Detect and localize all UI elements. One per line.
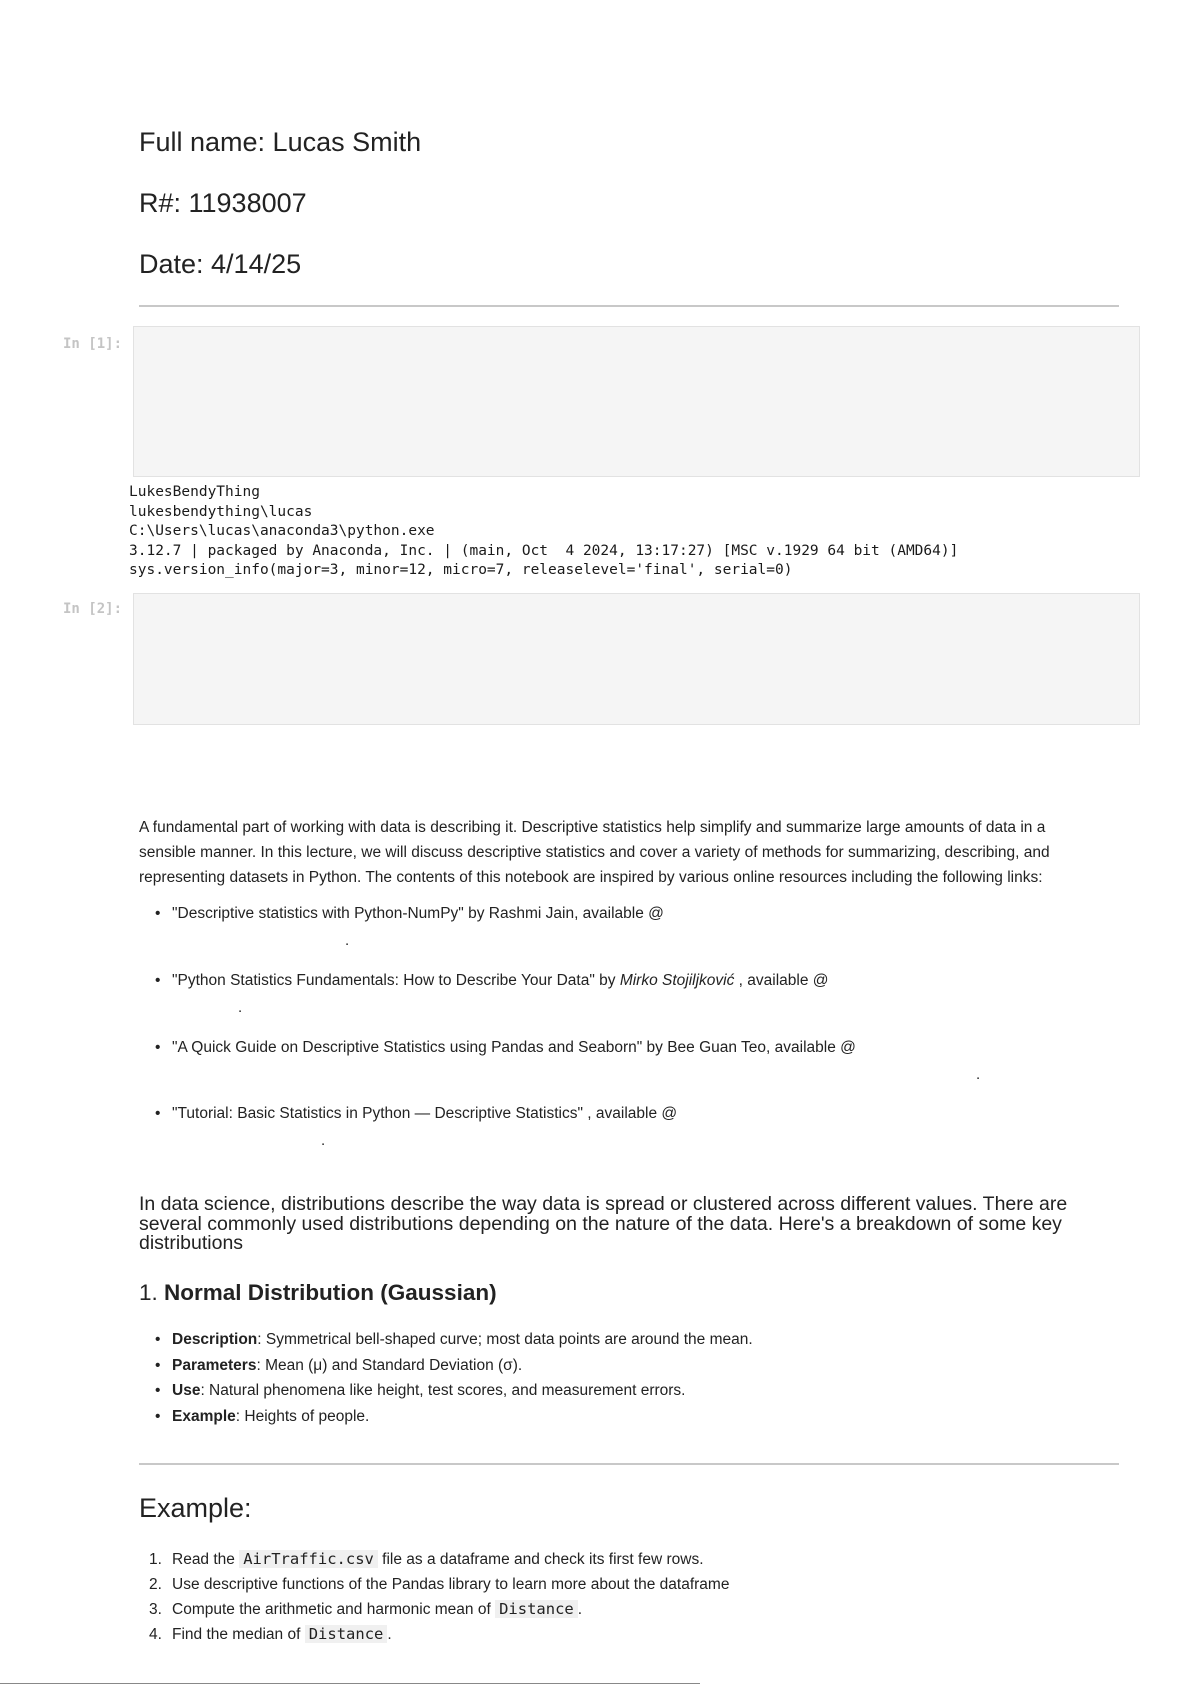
code-cell-1[interactable]	[133, 326, 1140, 477]
bullet-label: Description	[172, 1331, 258, 1348]
section-number: 1.	[139, 1280, 158, 1305]
example-steps	[139, 1547, 729, 1647]
inline-code: Distance	[495, 1600, 578, 1618]
list-item	[139, 1597, 729, 1622]
reference-link-dot: .	[345, 932, 350, 949]
step-text: Read the	[172, 1551, 240, 1568]
step-number: 4.	[149, 1626, 162, 1643]
page-edge-line	[0, 1683, 700, 1684]
cell-2-prompt: In [2]:	[63, 601, 123, 617]
cell-1-output	[129, 483, 958, 581]
bullet-label: Example	[172, 1407, 236, 1425]
reference-link-dot: .	[321, 1132, 326, 1149]
full-name-heading: Full name: Lucas Smith	[139, 127, 422, 157]
divider	[139, 1463, 1119, 1465]
section-title: Normal Distribution (Gaussian)	[164, 1280, 497, 1305]
reference-text-tail: , available @	[734, 972, 829, 989]
reference-text: "A Quick Guide on Descriptive Statistics using Pandas and Seaborn" by Bee Guan Teo, available @	[172, 1039, 856, 1056]
reference-link-dot: .	[976, 1066, 981, 1083]
distributions-intro: In data science, distributions describe the way data is spread or clustered across different values. There are several commonly used distributions depending on the nature of the data. Here's a breakdown of some key distributions	[139, 1193, 1068, 1254]
list-item	[139, 1547, 729, 1572]
step-number: 3.	[149, 1601, 162, 1618]
reference-text: "Tutorial: Basic Statistics in Python — Descriptive Statistics" , available @	[172, 1105, 678, 1122]
step-text: Compute the arithmetic and harmonic mean of	[172, 1601, 496, 1618]
output-line: LukesBendyThing	[129, 484, 260, 500]
output-line: lukesbendything\lucas	[129, 503, 313, 520]
step-text: Find the median of	[172, 1626, 305, 1643]
step-text-tail: file as a dataframe and check its first few rows.	[377, 1551, 704, 1568]
bullet-text: : Mean (μ) and Standard Deviation (σ).	[256, 1356, 523, 1374]
step-number: 1.	[149, 1551, 162, 1568]
reference-text: "Descriptive statistics with Python-NumPy" by Rashmi Jain, available @	[172, 905, 664, 922]
reference-text: "Python Statistics Fundamentals: How to Describe Your Data" by	[172, 972, 620, 989]
reference-link-dot: .	[238, 999, 243, 1016]
list-item	[139, 1572, 729, 1597]
distribution-bullets	[139, 1327, 753, 1429]
step-text-tail: .	[387, 1626, 392, 1643]
bullet-label: Use	[172, 1382, 201, 1399]
bullet-label: Parameters	[172, 1356, 257, 1374]
section-heading	[139, 1280, 497, 1306]
code-cell-2[interactable]	[133, 593, 1140, 725]
cell-1-prompt: In [1]:	[63, 336, 123, 352]
date-heading: Date: 4/14/25	[139, 249, 302, 279]
inline-code: Distance	[305, 1625, 388, 1643]
divider	[139, 305, 1119, 307]
bullet-text: : Heights of people.	[235, 1407, 370, 1425]
inline-code: AirTraffic.csv	[239, 1550, 378, 1568]
bullet-text: : Symmetrical bell-shaped curve; most data points are around the mean.	[257, 1331, 753, 1348]
reference-author: Mirko Stojiljković	[619, 972, 735, 989]
bullet-text: : Natural phenomena like height, test scores, and measurement errors.	[200, 1382, 686, 1399]
output-line: 3.12.7 | packaged by Anaconda, Inc. | (main, Oct 4 2024, 13:17:27) [MSC v.1929 64 bit (AMD64)]	[129, 542, 959, 559]
output-line: sys.version_info(major=3, minor=12, micro=7, releaselevel='final', serial=0)	[129, 562, 793, 578]
list-item	[139, 1327, 753, 1353]
list-item	[139, 1378, 753, 1404]
list-item	[139, 1353, 753, 1379]
list-item	[139, 1404, 753, 1430]
step-text-tail: .	[577, 1601, 583, 1618]
step-text: Use descriptive functions of the Pandas library to learn more about the dataframe	[172, 1576, 730, 1593]
example-heading: Example:	[139, 1493, 252, 1523]
output-line: C:\Users\lucas\anaconda3\python.exe	[129, 523, 435, 539]
step-number: 2.	[149, 1576, 162, 1593]
intro-paragraph: A fundamental part of working with data is describing it. Descriptive statistics help simplify and summarize large amounts of data in a sensible manner. In this lecture, we will discuss descriptive statistics and cover a variety of methods for summarizing, describing, and representing datasets in Python. The contents of this notebook are inspired by various online resources including the following links:	[139, 819, 1050, 886]
r-number-heading: R#: 11938007	[139, 188, 307, 218]
list-item	[139, 1622, 729, 1647]
